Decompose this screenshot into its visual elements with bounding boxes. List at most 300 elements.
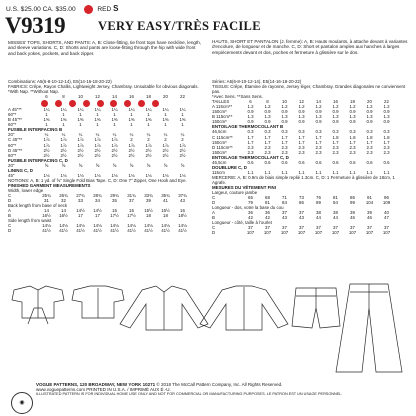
size-label: 22 — [180, 94, 185, 100]
table-cell: 1.7 — [247, 139, 254, 145]
row-label: A — [212, 210, 215, 216]
table-cell: ¼ — [129, 132, 134, 138]
table-cell: 91 — [367, 195, 372, 201]
row-label: A 45"** — [8, 107, 22, 113]
tailles-label: TAILLES — [212, 99, 230, 105]
table-cell: 1 — [96, 112, 99, 118]
table-cell: ⅝ — [146, 162, 151, 168]
size-label: 16 — [129, 94, 134, 100]
table-cell: 1⅞ — [111, 142, 118, 148]
table-cell: 1⅞ — [162, 142, 169, 148]
technical-sketches — [8, 278, 408, 376]
table-cell: 1.1 — [298, 169, 305, 175]
table-cell: 1⅞ — [43, 142, 50, 148]
table-cell: 14½ — [76, 208, 85, 214]
size-dot — [152, 100, 159, 107]
row-label: B — [8, 213, 11, 219]
series-text: Séries: A5(6-8-10-12-14), E5(14-16-18-20-22) — [212, 79, 302, 84]
row-label: B 115cm** — [212, 114, 233, 120]
row-label: 150cm* — [212, 109, 227, 115]
table-cell: ¼ — [112, 132, 117, 138]
table-cell: 1.2 — [366, 104, 373, 110]
table-cell: 14⅛ — [59, 223, 68, 229]
finished-measurements-title: FINISHED GARMENT MEASUREMENTS — [8, 182, 91, 188]
table-cell: 1 — [45, 112, 48, 118]
table-cell: 43 — [282, 215, 287, 221]
table-cell: ¼ — [180, 132, 185, 138]
table-cell: 1¼ — [128, 107, 135, 113]
row-label: C — [212, 225, 216, 231]
table-cell: 2½ — [94, 147, 101, 153]
table-cell: 2½ — [179, 152, 186, 158]
legal-french: LE PATRON EST UN USAGE PERSONNEL. — [266, 392, 343, 397]
table-cell: 41½ — [127, 228, 136, 234]
table-cell: 31¾ — [127, 192, 136, 198]
table-cell: 81 — [265, 200, 270, 206]
table-cell: 1⅛ — [43, 172, 50, 178]
table-cell: 33 — [78, 198, 83, 204]
table-cell: 107 — [348, 230, 357, 236]
sketch-top-b-back — [200, 286, 288, 330]
table-cell: 107 — [280, 230, 289, 236]
table-cell: 14⅛ — [161, 223, 170, 229]
table-cell: 2.3 — [349, 144, 356, 150]
table-cell: 0.9 — [349, 119, 356, 125]
size-dot — [83, 100, 90, 107]
table-cell: 1 — [147, 112, 150, 118]
row-label: 115cm — [212, 169, 225, 175]
table-cell: 0.3 — [366, 129, 373, 135]
row-label: B — [212, 215, 215, 221]
size-label: 8 — [62, 94, 65, 100]
size-letter: S — [113, 4, 119, 13]
table-cell: 2.3 — [281, 144, 288, 150]
table-cell: 1.3 — [332, 114, 339, 120]
table-cell: 2½ — [162, 147, 169, 153]
row-label: 20" — [8, 132, 15, 138]
table-cell: 16½ — [59, 213, 68, 219]
table-cell: 1.2 — [383, 104, 390, 110]
interfacing-cd-title: FUSIBLE INTERFACING C, D — [8, 157, 68, 163]
table-cell: 2.3 — [247, 149, 254, 155]
table-cell: 14⅛ — [178, 223, 187, 229]
table-cell: 1¼ — [179, 107, 186, 113]
row-label: C — [8, 223, 12, 229]
table-cell: 2.3 — [315, 149, 322, 155]
row-label: D 45"** — [8, 147, 23, 153]
table-cell: 37 — [333, 225, 338, 231]
sketch-top-b-front — [120, 286, 208, 330]
table-cell: 14⅛ — [110, 223, 119, 229]
fabrics-text: FABRICS: Crêpe, Rayon Challis, Lightweight Jersey, Chambray. Unsuitable for obvious diagonals. — [8, 84, 199, 90]
row-label: C — [212, 195, 216, 201]
table-cell: 1.7 — [281, 139, 288, 145]
table-cell: 0.3 — [383, 129, 390, 135]
table-cell: 1⅞ — [179, 142, 186, 148]
table-cell: 107 — [331, 230, 340, 236]
table-cell: 1⅛ — [60, 172, 67, 178]
red-label: RED — [97, 6, 112, 13]
table-cell: 1⅞ — [111, 137, 118, 143]
table-cell: 1⅞ — [60, 142, 67, 148]
table-cell: 37 — [265, 225, 270, 231]
table-cell: 1.8 — [349, 134, 356, 140]
table-cell: 41½ — [110, 228, 119, 234]
table-cell: 14⅛ — [76, 223, 85, 229]
table-cell: 2.3 — [349, 149, 356, 155]
table-cell: 1.7 — [366, 139, 373, 145]
table-cell: 37 — [384, 225, 389, 231]
table-cell: 1 — [96, 122, 99, 128]
table-cell: 81 — [333, 195, 338, 201]
table-cell: 1⅜ — [162, 117, 169, 123]
table-cell: 1⅛ — [145, 172, 152, 178]
table-cell: 15 — [112, 208, 117, 214]
table-cell: 0.3 — [264, 129, 271, 135]
table-cell: 0.9 — [298, 119, 305, 125]
table-cell: 2.3 — [383, 149, 390, 155]
entoilage-cd-title: ENTOILAGE THERMOCOLLANT C, D — [212, 154, 289, 160]
website-link[interactable]: www.voguepatterns.com — [36, 387, 86, 393]
table-cell: 37 — [248, 225, 253, 231]
yardage-row — [8, 153, 203, 158]
description-french: HAUTS, SHORT ET PANTALON (J. femme): A, B: Hauts moulants, à attache devant à variantes d'encolure, de longueur et de manche. C, D: Short et pantalon amples aux hanches à larges empiècements devant et dos, poches et fermeture à glissière sur le dos. — [212, 39, 408, 55]
table-cell: 0.3 — [349, 129, 356, 135]
table-cell: 0.3 — [247, 129, 254, 135]
row-label: 150cm* — [212, 139, 227, 145]
table-cell: 2.3 — [281, 149, 288, 155]
table-cell: 1.1 — [315, 169, 322, 175]
table-cell: ⅝ — [78, 162, 83, 168]
size-header-row — [8, 94, 203, 99]
table-cell: 1⅞ — [77, 137, 84, 143]
table-cell: ¼ — [61, 132, 66, 138]
row-label: C — [8, 192, 12, 198]
table-cell: 44 — [333, 215, 338, 221]
sketch-shorts-c — [292, 288, 340, 328]
table-cell: 0.3 — [332, 129, 339, 135]
footer-block — [8, 382, 408, 398]
table-cell: 0.9 — [366, 109, 373, 115]
table-cell: 32 — [61, 198, 66, 204]
table-cell: 1.7 — [264, 134, 271, 140]
table-cell: 2½ — [77, 147, 84, 153]
table-cell: ⅝ — [180, 162, 185, 168]
measurement-row — [8, 228, 203, 233]
table-cell: 1.2 — [247, 104, 254, 110]
table-cell: 1⅜ — [77, 117, 84, 123]
table-cell: 1 — [45, 122, 48, 128]
table-cell: 1¼ — [43, 107, 50, 113]
table-cell: 18 — [163, 213, 168, 219]
table-cell: 1 — [130, 112, 133, 118]
table-cell: 0.6 — [298, 159, 305, 165]
table-cell: ¼ — [95, 132, 100, 138]
table-cell: ¼ — [44, 132, 49, 138]
table-cell: 37 — [299, 210, 304, 216]
table-cell: 46 — [350, 215, 355, 221]
table-cell: 25¾ — [42, 192, 51, 198]
table-cell: 18 — [146, 213, 151, 219]
size-label: 18 — [146, 94, 151, 100]
width-lower-edge-label: Width, lower edge — [8, 187, 44, 193]
row-label: 60"* — [8, 112, 17, 118]
table-cell: 1.7 — [247, 134, 254, 140]
table-cell: 1⅛ — [111, 172, 118, 178]
table-cell: 1.8 — [366, 134, 373, 140]
longueur-dos-label: Longueur - dos, votre la base du cou — [212, 205, 284, 211]
table-cell: 37 — [282, 225, 287, 231]
table-cell: 37 — [282, 210, 287, 216]
table-cell: 2.3 — [366, 144, 373, 150]
table-cell: 1.1 — [264, 169, 271, 175]
table-cell: 2.3 — [315, 144, 322, 150]
table-cell: 2.3 — [332, 144, 339, 150]
table-cell: 37 — [316, 225, 321, 231]
table-cell: 1.3 — [349, 114, 356, 120]
row-label: 45" — [8, 172, 15, 178]
table-cell: 1 — [164, 112, 167, 118]
table-cell: 2.3 — [366, 149, 373, 155]
table-cell: 14½ — [93, 208, 102, 214]
pattern-number: V9319 — [5, 13, 66, 38]
table-cell: 1.7 — [264, 139, 271, 145]
mercerie-text: MERCERIE: A, B: 0.9m de biais simple replié 1.3cm. C, D: 1 Fermeture à glissière de 18cm, 1 Agrafe. — [212, 174, 395, 185]
size-dot — [97, 100, 104, 107]
table-cell: 35 — [112, 198, 117, 204]
table-cell: 2½ — [145, 147, 152, 153]
table-cell: ¼ — [146, 132, 151, 138]
table-cell: 1.8 — [332, 134, 339, 140]
table-cell: 29¾ — [110, 192, 119, 198]
table-cell: 38 — [316, 210, 321, 216]
table-cell: 94 — [333, 200, 338, 206]
table-cell: 42 — [265, 215, 270, 221]
table-cell: 1.7 — [298, 139, 305, 145]
table-cell: 104 — [365, 200, 374, 206]
table-cell: 0.9 — [298, 109, 305, 115]
table-cell: 1.8 — [383, 134, 390, 140]
table-cell: 2 — [164, 137, 167, 143]
table-cell: 1.2 — [349, 104, 356, 110]
sketch-top-a-front — [12, 286, 64, 324]
yardage-row — [212, 150, 408, 155]
table-cell: 107 — [246, 230, 255, 236]
tissus-text: TISSUS: Crêpe, Étamine de rayonne, Jersey léger, Chambray. Grandes diagonales ne conviennent pas. — [212, 84, 406, 95]
table-cell: 99 — [350, 200, 355, 206]
table-cell: ¼ — [78, 132, 83, 138]
table-cell: 1⅞ — [94, 142, 101, 148]
row-label: 46,5cm — [212, 129, 227, 135]
table-cell: 1.1 — [247, 169, 254, 175]
sketch-top-a-back — [72, 286, 124, 318]
table-cell: 38 — [333, 210, 338, 216]
table-cell: 1.1 — [349, 169, 356, 175]
table-cell: 1 — [113, 122, 116, 128]
table-cell: 89 — [316, 200, 321, 206]
sens-note: *Avec Sens. **Sans Sens. — [212, 94, 263, 100]
mesures-title: MESURES DU VÊTEMENT FINI — [212, 184, 276, 190]
table-cell: 1 — [147, 122, 150, 128]
table-cell: 107 — [382, 230, 391, 236]
table-cell: 0.6 — [264, 159, 271, 165]
table-cell: 107 — [297, 230, 306, 236]
largeur-label: Largeur, couture jambe — [212, 190, 258, 196]
table-cell: 17 — [95, 213, 100, 219]
table-cell: 2½ — [60, 152, 67, 158]
table-cell: 47 — [384, 215, 389, 221]
table-cell: 35¾ — [161, 192, 170, 198]
printed-text: PRINTED IN U.S.A. / IMPRIMÉ AUX É.-U. — [86, 387, 171, 393]
interfacing-b-title: FUSIBLE INTERFACING B — [8, 127, 63, 133]
size-label: 6 — [249, 99, 252, 105]
table-cell: 34 — [95, 198, 100, 204]
vogue-logo-icon: ◉ — [11, 392, 33, 414]
row-label: A — [8, 208, 11, 214]
table-cell: 43 — [180, 198, 185, 204]
table-cell: 1 — [62, 112, 65, 118]
table-cell: 1 — [79, 112, 82, 118]
measurement-row — [212, 230, 408, 235]
table-cell: 33¾ — [144, 192, 153, 198]
table-cell: 1⅜ — [94, 117, 101, 123]
table-cell: 0.6 — [383, 159, 390, 165]
side-length-label: Side length from waist — [8, 218, 52, 224]
row-label: D — [212, 230, 216, 236]
table-cell: 1 — [164, 122, 167, 128]
table-cell: 0.9 — [281, 119, 288, 125]
size-dot — [110, 100, 117, 107]
table-cell: 76 — [316, 195, 321, 201]
combinations-text: Combinations: A5(6-8-10-12-14), E5(14-16-18-20-22) — [8, 79, 112, 84]
table-cell: 84 — [282, 200, 287, 206]
row-label: C 115cm** — [212, 134, 233, 140]
table-cell: 37 — [129, 198, 134, 204]
table-cell: 44 — [316, 215, 321, 221]
table-cell: 79 — [248, 200, 253, 206]
nap-note: *With Nap. **Without Nap. — [8, 89, 60, 95]
table-cell: 1¼ — [145, 107, 152, 113]
table-cell: 2½ — [162, 152, 169, 158]
table-cell: 37¾ — [178, 192, 187, 198]
table-cell: ⅝ — [44, 162, 49, 168]
table-cell: 1.1 — [383, 169, 390, 175]
table-cell: 2½ — [179, 147, 186, 153]
table-cell: 0.9 — [281, 109, 288, 115]
table-cell: ⅝ — [95, 162, 100, 168]
table-cell: 1¼ — [77, 107, 84, 113]
table-cell: 16½ — [42, 213, 51, 219]
table-cell: 1.2 — [281, 104, 288, 110]
table-cell: 107 — [263, 230, 272, 236]
doublure-title: DOUBLURE C, D — [212, 164, 247, 170]
size-label: 6 — [45, 94, 48, 100]
table-cell: 1 — [181, 112, 184, 118]
table-cell: 109 — [382, 200, 391, 206]
table-cell: 2½ — [128, 147, 135, 153]
size-label: 14 — [112, 94, 117, 100]
table-cell: 41½ — [42, 228, 51, 234]
size-dot — [124, 100, 131, 107]
table-cell: 36 — [265, 210, 270, 216]
table-cell: 0.3 — [281, 129, 288, 135]
size-dots-row — [8, 99, 203, 107]
table-cell: 15 — [129, 208, 134, 214]
back-length-label: Back length from base of neck — [8, 203, 68, 209]
table-cell: 1⅜ — [43, 117, 50, 123]
difficulty-rating: VERY EASY/TRÈS FACILE — [98, 19, 261, 33]
table-cell: 1.2 — [298, 104, 305, 110]
table-cell: 46 — [367, 215, 372, 221]
table-cell: 1.3 — [281, 114, 288, 120]
table-cell: 2½ — [43, 147, 50, 153]
table-cell: 2½ — [60, 147, 67, 153]
table-cell: 1⅞ — [60, 137, 67, 143]
table-cell: 0.9 — [332, 109, 339, 115]
size-dot — [55, 100, 62, 107]
description-english: MISSES' TOPS, SHORTS, AND PANTS: A, B: Close-fitting, tie front tops have neckline, length, and sleeve variations. C, D: Shorts and pants are loose-fitting through the hip with wide front and back yokes, pockets, and back zipper. — [8, 40, 202, 56]
legal-english: ILLUSTRATED PATTERN IS FOR INDIVIDUAL HOME USE ONLY AND NOT FOR COMMERCIAL OR MANUFACTURING PURPOSES. — [36, 392, 266, 397]
row-label: D — [212, 200, 216, 206]
copyright-text: © 2018 The McCall Pattern Company, Inc. All Rights Reserved. — [156, 382, 283, 387]
table-cell: ⅝ — [61, 162, 66, 168]
row-label: D — [8, 228, 12, 234]
red-color-dot — [84, 5, 93, 14]
table-cell: 1⅞ — [94, 137, 101, 143]
table-cell: 2½ — [43, 152, 50, 158]
row-label: 60"* — [8, 152, 17, 158]
table-cell: 1.7 — [315, 134, 322, 140]
size-label: 12 — [95, 94, 100, 100]
table-cell: 15½ — [161, 208, 170, 214]
table-cell: 2.3 — [332, 149, 339, 155]
table-cell: 31 — [44, 198, 49, 204]
table-cell: 0.9 — [264, 119, 271, 125]
table-cell: 37 — [350, 225, 355, 231]
table-cell: 2.3 — [298, 149, 305, 155]
table-cell: 0.9 — [247, 109, 254, 115]
table-cell: 43 — [299, 215, 304, 221]
table-cell: 1.7 — [332, 139, 339, 145]
notions-text: NOTIONS: A, B: 1 yd. of ⅝" Single Fold Bias Tape. C, D: One 7" Zipper, One Hook and Eye. — [8, 177, 187, 183]
table-cell: 1⅛ — [94, 172, 101, 178]
table-cell: 14 — [44, 208, 49, 214]
size-label: 14 — [316, 99, 321, 105]
table-cell: 17½ — [110, 213, 119, 219]
table-cell: 41½ — [161, 228, 170, 234]
row-label: D 115cm** — [212, 144, 233, 150]
row-label: D — [8, 198, 12, 204]
table-cell: 1⅛ — [77, 172, 84, 178]
table-cell: 1.7 — [281, 134, 288, 140]
table-cell: 68 — [265, 195, 270, 201]
table-cell: 0.9 — [383, 109, 390, 115]
french-yardage-column — [212, 79, 408, 235]
table-cell: 1⅞ — [77, 142, 84, 148]
table-cell: 1¼ — [94, 107, 101, 113]
table-cell: 2½ — [94, 152, 101, 158]
entoilage-b-title: ENTOILAGE THERMOCOLLANT B — [212, 124, 284, 130]
table-cell: 0.3 — [315, 129, 322, 135]
row-label: 150cm* — [212, 119, 227, 125]
table-cell: 1.3 — [383, 114, 390, 120]
table-cell: 17½ — [127, 213, 136, 219]
table-cell: 0.6 — [315, 159, 322, 165]
table-cell: 1.7 — [383, 139, 390, 145]
size-label: 20 — [163, 94, 168, 100]
table-cell: 2.3 — [264, 144, 271, 150]
table-cell: 1¼ — [111, 107, 118, 113]
